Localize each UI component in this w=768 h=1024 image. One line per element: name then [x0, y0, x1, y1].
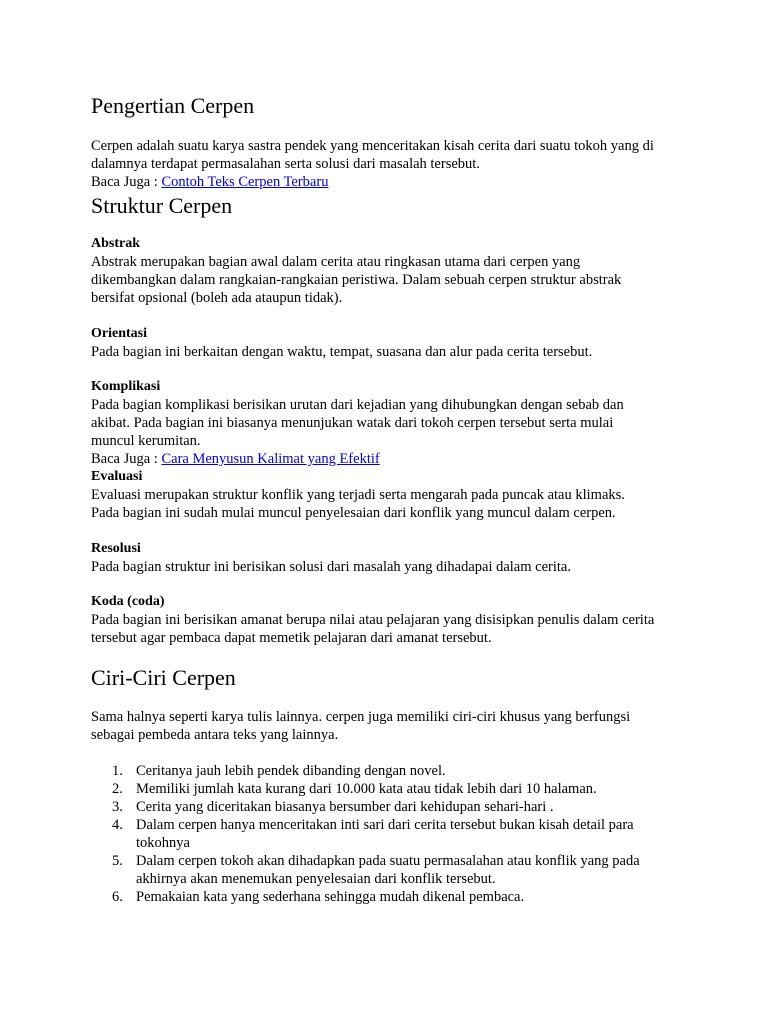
list-text: Dalam cerpen hanya menceritakan inti sari dari cerita tersebut bukan kisah detail para tokohnya	[136, 817, 634, 851]
resolusi-block	[91, 540, 691, 576]
koda-paragraph: Pada bagian ini berisikan amanat berupa nilai atau pelajaran yang disisipkan penulis dalam cerita tersebut agar pembaca dapat memetik pelajaran dari amanat tersebut.	[91, 612, 655, 646]
pengertian-block	[91, 137, 691, 191]
list-item	[91, 888, 681, 906]
baca-juga-line-1	[91, 173, 691, 191]
ciri-list-block	[91, 762, 691, 906]
resolusi-paragraph: Pada bagian struktur ini berisikan solusi dari masalah yang dihadapai dalam cerita.	[91, 559, 571, 575]
komplikasi-paragraph: Pada bagian komplikasi berisikan urutan dari kejadian yang dihubungkan dengan sebab dan akibat. Pada bagian ini biasanya menunjukan watak dari tokoh cerpen tersebut serta mulai muncul kerumitan.	[91, 397, 624, 449]
subheading-resolusi: Resolusi	[91, 541, 141, 556]
link-cara-menyusun-kalimat[interactable]: Cara Menyusun Kalimat yang Efektif	[161, 451, 380, 467]
list-text: Pemakaian kata yang sederhana sehingga mudah dikenal pembaca.	[136, 889, 525, 905]
abstrak-block	[91, 235, 691, 307]
orientasi-paragraph: Pada bagian ini berkaitan dengan waktu, tempat, suasana dan alur pada cerita tersebut.	[91, 344, 593, 360]
list-number: 4.	[112, 817, 123, 833]
subheading-komplikasi: Komplikasi	[91, 379, 161, 394]
list-text: Memiliki jumlah kata kurang dari 10.000 kata atau tidak lebih dari 10 halaman.	[136, 781, 597, 797]
list-number: 5.	[112, 853, 123, 869]
list-text: Ceritanya jauh lebih pendek dibanding dengan novel.	[136, 763, 446, 779]
subheading-evaluasi: Evaluasi	[91, 469, 143, 484]
link-contoh-teks-cerpen[interactable]: Contoh Teks Cerpen Terbaru	[161, 174, 329, 190]
list-item	[91, 798, 681, 816]
heading-struktur-cerpen: Struktur Cerpen	[91, 193, 233, 218]
baca-juga-prefix: Baca Juga :	[91, 174, 162, 190]
evaluasi-paragraph: Evaluasi merupakan struktur konflik yang terjadi serta mengarah pada puncak atau klimaks. Pada bagian ini sudah mulai muncul penyelesaian dari konflik yang muncul dalam cerpen.	[91, 487, 625, 521]
list-number: 3.	[112, 799, 123, 815]
ciri-intro-paragraph: Sama halnya seperti karya tulis lainnya. cerpen juga memiliki ciri-ciri khusus yang berfungsi sebagai pembeda antara teks yang lainnya.	[91, 709, 631, 743]
komplikasi-block	[91, 378, 691, 522]
list-number: 2.	[112, 781, 123, 797]
list-item	[91, 780, 681, 798]
subheading-abstrak: Abstrak	[91, 236, 141, 251]
heading-ciri-ciri-cerpen: Ciri-Ciri Cerpen	[91, 665, 236, 690]
ciri-intro-block	[91, 708, 691, 744]
list-text: Dalam cerpen tokoh akan dihadapkan pada suatu permasalahan atau konflik yang pada akhirnya akan menemukan penyelesaian dari konflik tersebut.	[136, 853, 640, 887]
pengertian-paragraph: Cerpen adalah suatu karya sastra pendek yang menceritakan kisah cerita dari suatu tokoh yang di dalamnya terdapat permasalahan serta solusi dari masalah tersebut.	[91, 138, 654, 172]
koda-block	[91, 593, 691, 647]
ciri-list	[91, 762, 691, 906]
list-number: 6.	[112, 889, 123, 905]
subheading-orientasi: Orientasi	[91, 326, 147, 341]
subheading-koda: Koda (coda)	[91, 594, 165, 609]
baca-juga-prefix: Baca Juga :	[91, 451, 162, 467]
list-item	[91, 762, 681, 780]
list-number: 1.	[112, 763, 123, 779]
orientasi-block	[91, 325, 691, 361]
list-text: Cerita yang diceritakan biasanya bersumber dari kehidupan sehari-hari .	[136, 799, 554, 815]
list-item	[91, 852, 681, 888]
list-item	[91, 816, 681, 852]
abstrak-paragraph: Abstrak merupakan bagian awal dalam cerita atau ringkasan utama dari cerpen yang dikembangkan dalam rangkaian-rangkaian peristiwa. Dalam sebuah cerpen struktur abstrak bersifat opsional (boleh ada ataupun tidak).	[91, 254, 622, 306]
heading-pengertian-cerpen: Pengertian Cerpen	[91, 93, 255, 118]
baca-juga-line-2	[91, 450, 691, 468]
